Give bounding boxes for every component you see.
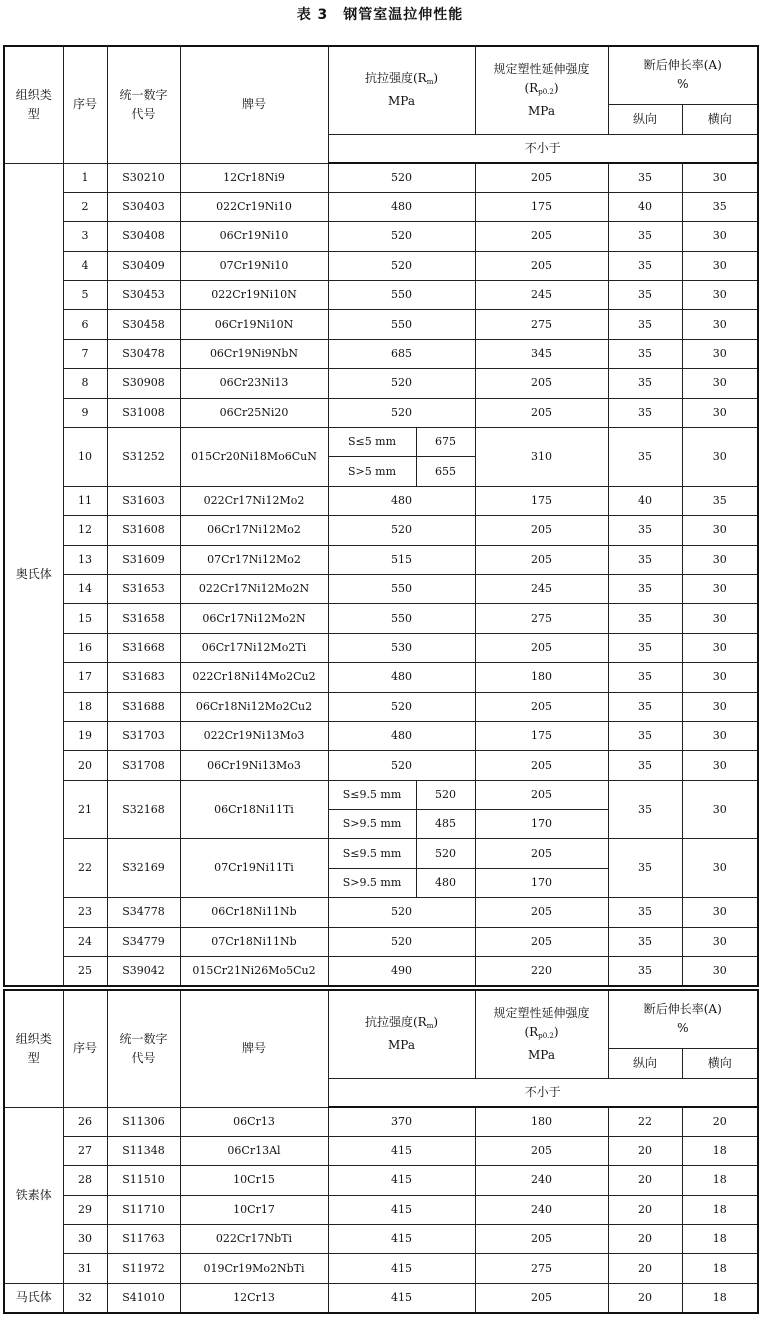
row-yield: 245 — [475, 281, 608, 310]
table-row — [4, 898, 758, 927]
row-tensile: 480 — [328, 192, 475, 221]
row-grade: 06Cr18Ni12Mo2Cu2 — [180, 692, 328, 721]
row-elong-long: 35 — [608, 310, 682, 339]
row-seq: 31 — [63, 1254, 107, 1283]
row-grade: 07Cr19Ni10 — [180, 251, 328, 280]
row-elong-trans: 30 — [682, 222, 758, 251]
row-code: S11972 — [107, 1254, 180, 1283]
header-transverse: 横向 — [682, 1048, 758, 1078]
row-grade: 12Cr18Ni9 — [180, 163, 328, 192]
row-seq: 5 — [63, 281, 107, 310]
row-elong-long: 35 — [608, 545, 682, 574]
row-yield: 205 — [475, 927, 608, 956]
row-elong-long: 35 — [608, 604, 682, 633]
tensile-table-part-2 — [3, 989, 759, 1314]
row-elong-long: 20 — [608, 1283, 682, 1312]
row-code: S30453 — [107, 281, 180, 310]
row-tensile: 480 — [328, 663, 475, 692]
header-tensile-strength: 抗拉强度$(R_m)$ MPa — [328, 46, 475, 134]
row-seq: 20 — [63, 751, 107, 780]
row-seq: 17 — [63, 663, 107, 692]
row-yield: 205 — [475, 780, 608, 809]
row-tensile: 520 — [328, 398, 475, 427]
row-thickness-cond: S>9.5 mm — [328, 868, 416, 897]
row-elong-long: 35 — [608, 574, 682, 603]
table-row — [4, 516, 758, 545]
row-tensile: 480 — [328, 721, 475, 750]
row-code: S11348 — [107, 1136, 180, 1165]
row-seq: 9 — [63, 398, 107, 427]
row-tensile: 675 — [416, 428, 475, 457]
row-elong-trans: 18 — [682, 1254, 758, 1283]
row-elong-long: 40 — [608, 192, 682, 221]
row-yield: 275 — [475, 604, 608, 633]
row-yield: 205 — [475, 751, 608, 780]
row-yield: 275 — [475, 1254, 608, 1283]
row-grade: 022Cr17Ni12Mo2 — [180, 486, 328, 515]
row-code: S11306 — [107, 1107, 180, 1136]
table-row — [4, 310, 758, 339]
row-tensile: 485 — [416, 810, 475, 839]
row-thickness-cond: S≤5 mm — [328, 428, 416, 457]
row-code: S31708 — [107, 751, 180, 780]
row-grade: 06Cr13Al — [180, 1136, 328, 1165]
row-yield: 345 — [475, 339, 608, 368]
row-code: S34779 — [107, 927, 180, 956]
row-tensile: 685 — [328, 339, 475, 368]
row-code: S31658 — [107, 604, 180, 633]
row-yield: 205 — [475, 222, 608, 251]
row-elong-long: 20 — [608, 1195, 682, 1224]
row-seq: 12 — [63, 516, 107, 545]
row-code: S30409 — [107, 251, 180, 280]
row-seq: 8 — [63, 369, 107, 398]
row-tensile: 415 — [328, 1254, 475, 1283]
row-tensile: 520 — [328, 369, 475, 398]
header-not-less-than: 不小于 — [328, 134, 758, 163]
row-seq: 16 — [63, 633, 107, 662]
row-yield: 240 — [475, 1166, 608, 1195]
table-row — [4, 633, 758, 662]
table-row — [4, 281, 758, 310]
row-seq: 3 — [63, 222, 107, 251]
row-seq: 21 — [63, 780, 107, 839]
table-row — [4, 398, 758, 427]
row-tensile: 520 — [416, 839, 475, 868]
group-martensitic: 马氏体 — [4, 1283, 63, 1312]
row-seq: 24 — [63, 927, 107, 956]
table-row — [4, 163, 758, 192]
row-yield: 205 — [475, 898, 608, 927]
header-longitudinal: 纵向 — [608, 104, 682, 134]
table-row — [4, 839, 758, 868]
row-grade: 06Cr18Ni11Ti — [180, 780, 328, 839]
row-code: S31683 — [107, 663, 180, 692]
row-elong-long: 35 — [608, 751, 682, 780]
row-elong-trans: 30 — [682, 663, 758, 692]
row-yield: 275 — [475, 310, 608, 339]
row-elong-long: 20 — [608, 1136, 682, 1165]
row-tensile: 370 — [328, 1107, 475, 1136]
row-elong-trans: 30 — [682, 721, 758, 750]
group-ferritic: 铁素体 — [4, 1107, 63, 1283]
row-elong-trans: 18 — [682, 1225, 758, 1254]
row-elong-trans: 30 — [682, 780, 758, 839]
row-seq: 14 — [63, 574, 107, 603]
row-yield: 245 — [475, 574, 608, 603]
row-elong-long: 35 — [608, 898, 682, 927]
table-row — [4, 663, 758, 692]
row-yield: 175 — [475, 721, 608, 750]
row-grade: 015Cr20Ni18Mo6CuN — [180, 428, 328, 487]
row-yield: 205 — [475, 633, 608, 662]
row-grade: 10Cr17 — [180, 1195, 328, 1224]
tensile-table-part-1 — [3, 45, 759, 987]
row-elong-trans: 30 — [682, 163, 758, 192]
row-elong-trans: 30 — [682, 281, 758, 310]
row-elong-trans: 18 — [682, 1195, 758, 1224]
row-tensile: 530 — [328, 633, 475, 662]
row-grade: 10Cr15 — [180, 1166, 328, 1195]
row-tensile: 480 — [416, 868, 475, 897]
row-grade: 06Cr19Ni13Mo3 — [180, 751, 328, 780]
row-seq: 11 — [63, 486, 107, 515]
row-elong-trans: 30 — [682, 633, 758, 662]
row-seq: 26 — [63, 1107, 107, 1136]
row-tensile: 415 — [328, 1136, 475, 1165]
row-elong-trans: 18 — [682, 1136, 758, 1165]
row-tensile: 415 — [328, 1225, 475, 1254]
row-tensile: 520 — [416, 780, 475, 809]
row-seq: 2 — [63, 192, 107, 221]
row-elong-trans: 30 — [682, 310, 758, 339]
row-tensile: 490 — [328, 957, 475, 986]
table-row — [4, 1225, 758, 1254]
row-seq: 23 — [63, 898, 107, 927]
row-seq: 32 — [63, 1283, 107, 1312]
table-row — [4, 1283, 758, 1312]
row-code: S32168 — [107, 780, 180, 839]
row-elong-trans: 30 — [682, 898, 758, 927]
row-yield: 170 — [475, 810, 608, 839]
row-elong-trans: 30 — [682, 545, 758, 574]
row-tensile: 520 — [328, 222, 475, 251]
table-row — [4, 369, 758, 398]
row-tensile: 415 — [328, 1195, 475, 1224]
row-grade: 07Cr17Ni12Mo2 — [180, 545, 328, 574]
row-yield: 205 — [475, 398, 608, 427]
row-code: S31653 — [107, 574, 180, 603]
row-code: S11763 — [107, 1225, 180, 1254]
row-tensile: 520 — [328, 751, 475, 780]
row-tensile: 550 — [328, 574, 475, 603]
row-grade: 06Cr13 — [180, 1107, 328, 1136]
row-yield: 180 — [475, 1107, 608, 1136]
row-elong-trans: 30 — [682, 692, 758, 721]
row-code: S32169 — [107, 839, 180, 898]
header-grade: 牌号 — [180, 46, 328, 163]
row-grade: 06Cr17Ni12Mo2Ti — [180, 633, 328, 662]
header-elongation: 断后伸长率(A) % — [608, 990, 758, 1048]
row-code: S34778 — [107, 898, 180, 927]
table-row — [4, 1136, 758, 1165]
row-tensile: 520 — [328, 898, 475, 927]
header-longitudinal: 纵向 — [608, 1048, 682, 1078]
row-grade: 022Cr19Ni10N — [180, 281, 328, 310]
row-elong-long: 35 — [608, 163, 682, 192]
table-row — [4, 1166, 758, 1195]
row-elong-trans: 30 — [682, 398, 758, 427]
header-tensile-strength: 抗拉强度$(R_m)$ MPa — [328, 990, 475, 1078]
row-grade: 022Cr19Ni13Mo3 — [180, 721, 328, 750]
row-elong-long: 35 — [608, 398, 682, 427]
table-row — [4, 339, 758, 368]
row-code: S11710 — [107, 1195, 180, 1224]
header-grade: 牌号 — [180, 990, 328, 1107]
row-elong-trans: 30 — [682, 751, 758, 780]
row-seq: 1 — [63, 163, 107, 192]
row-seq: 30 — [63, 1225, 107, 1254]
row-grade: 06Cr17Ni12Mo2 — [180, 516, 328, 545]
row-code: S31688 — [107, 692, 180, 721]
row-grade: 12Cr13 — [180, 1283, 328, 1312]
row-code: S31252 — [107, 428, 180, 487]
row-elong-long: 35 — [608, 633, 682, 662]
row-grade: 07Cr18Ni11Nb — [180, 927, 328, 956]
row-elong-trans: 30 — [682, 957, 758, 986]
row-yield: 205 — [475, 839, 608, 868]
row-yield: 205 — [475, 1225, 608, 1254]
header-structure-type: 组织类型 — [4, 990, 63, 1107]
row-seq: 25 — [63, 957, 107, 986]
row-tensile: 550 — [328, 281, 475, 310]
row-seq: 10 — [63, 428, 107, 487]
row-elong-long: 35 — [608, 927, 682, 956]
row-elong-trans: 30 — [682, 516, 758, 545]
table-row — [4, 1107, 758, 1136]
row-seq: 22 — [63, 839, 107, 898]
row-yield: 240 — [475, 1195, 608, 1224]
row-elong-trans: 18 — [682, 1166, 758, 1195]
row-elong-long: 35 — [608, 222, 682, 251]
row-yield: 205 — [475, 1136, 608, 1165]
header-yield-strength: 规定塑性延伸强度$(R_{p0.2})$ MPa — [475, 990, 608, 1078]
row-seq: 7 — [63, 339, 107, 368]
row-elong-long: 22 — [608, 1107, 682, 1136]
row-yield: 175 — [475, 486, 608, 515]
row-elong-trans: 35 — [682, 486, 758, 515]
table-title: 表 3 钢管室温拉伸性能 — [296, 7, 464, 23]
table-row — [4, 574, 758, 603]
row-tensile: 520 — [328, 692, 475, 721]
row-yield: 205 — [475, 692, 608, 721]
row-grade: 022Cr19Ni10 — [180, 192, 328, 221]
row-elong-trans: 30 — [682, 428, 758, 487]
row-grade: 015Cr21Ni26Mo5Cu2 — [180, 957, 328, 986]
row-tensile: 480 — [328, 486, 475, 515]
row-tensile: 520 — [328, 516, 475, 545]
row-tensile: 550 — [328, 604, 475, 633]
row-elong-long: 35 — [608, 281, 682, 310]
row-grade: 022Cr17Ni12Mo2N — [180, 574, 328, 603]
row-elong-trans: 30 — [682, 927, 758, 956]
row-seq: 18 — [63, 692, 107, 721]
table-row — [4, 192, 758, 221]
row-seq: 19 — [63, 721, 107, 750]
header-seq: 序号 — [63, 990, 107, 1107]
row-seq: 27 — [63, 1136, 107, 1165]
header-code: 统一数字代号 — [107, 990, 180, 1107]
header-seq: 序号 — [63, 46, 107, 163]
row-yield: 205 — [475, 545, 608, 574]
row-tensile: 515 — [328, 545, 475, 574]
row-seq: 13 — [63, 545, 107, 574]
row-elong-long: 20 — [608, 1225, 682, 1254]
row-code: S30478 — [107, 339, 180, 368]
row-code: S39042 — [107, 957, 180, 986]
header-structure-type: 组织类型 — [4, 46, 63, 163]
row-elong-trans: 35 — [682, 192, 758, 221]
row-seq: 4 — [63, 251, 107, 280]
header-elongation: 断后伸长率(A) % — [608, 46, 758, 104]
row-yield: 205 — [475, 163, 608, 192]
row-elong-trans: 30 — [682, 574, 758, 603]
row-elong-long: 35 — [608, 516, 682, 545]
row-code: S31008 — [107, 398, 180, 427]
row-elong-trans: 30 — [682, 604, 758, 633]
row-code: S31668 — [107, 633, 180, 662]
row-elong-long: 35 — [608, 780, 682, 839]
row-code: S11510 — [107, 1166, 180, 1195]
row-tensile: 520 — [328, 163, 475, 192]
table-row — [4, 604, 758, 633]
row-grade: 022Cr17NbTi — [180, 1225, 328, 1254]
row-elong-long: 35 — [608, 721, 682, 750]
row-grade: 06Cr23Ni13 — [180, 369, 328, 398]
row-elong-long: 40 — [608, 486, 682, 515]
row-tensile: 415 — [328, 1166, 475, 1195]
row-seq: 28 — [63, 1166, 107, 1195]
row-yield: 175 — [475, 192, 608, 221]
header-not-less-than: 不小于 — [328, 1078, 758, 1107]
row-elong-long: 35 — [608, 251, 682, 280]
table-row — [4, 780, 758, 809]
table-row — [4, 927, 758, 956]
row-elong-trans: 30 — [682, 339, 758, 368]
row-grade: 07Cr19Ni11Ti — [180, 839, 328, 898]
row-elong-trans: 30 — [682, 251, 758, 280]
row-grade: 06Cr17Ni12Mo2N — [180, 604, 328, 633]
table-row — [4, 957, 758, 986]
row-code: S30908 — [107, 369, 180, 398]
row-seq: 6 — [63, 310, 107, 339]
row-elong-long: 35 — [608, 957, 682, 986]
table-row — [4, 1195, 758, 1224]
row-tensile: 415 — [328, 1283, 475, 1312]
row-code: S30408 — [107, 222, 180, 251]
row-yield: 205 — [475, 251, 608, 280]
row-tensile: 520 — [328, 251, 475, 280]
row-seq: 29 — [63, 1195, 107, 1224]
row-tensile: 520 — [328, 927, 475, 956]
table-row — [4, 751, 758, 780]
row-code: S31609 — [107, 545, 180, 574]
row-yield: 205 — [475, 516, 608, 545]
row-grade: 06Cr25Ni20 — [180, 398, 328, 427]
row-code: S30458 — [107, 310, 180, 339]
row-code: S30403 — [107, 192, 180, 221]
row-code: S30210 — [107, 163, 180, 192]
row-elong-long: 20 — [608, 1166, 682, 1195]
table-row — [4, 486, 758, 515]
row-grade: 06Cr18Ni11Nb — [180, 898, 328, 927]
row-yield: 180 — [475, 663, 608, 692]
row-elong-long: 35 — [608, 369, 682, 398]
row-seq: 15 — [63, 604, 107, 633]
row-thickness-cond: S≤9.5 mm — [328, 780, 416, 809]
row-elong-trans: 30 — [682, 839, 758, 898]
row-yield: 205 — [475, 369, 608, 398]
table-row — [4, 721, 758, 750]
group-austenitic: 奥氏体 — [4, 163, 63, 986]
row-elong-long: 20 — [608, 1254, 682, 1283]
row-elong-trans: 18 — [682, 1283, 758, 1312]
row-elong-long: 35 — [608, 839, 682, 898]
table-row — [4, 692, 758, 721]
row-elong-trans: 30 — [682, 369, 758, 398]
table-row — [4, 251, 758, 280]
row-grade: 06Cr19Ni9NbN — [180, 339, 328, 368]
table-row — [4, 428, 758, 457]
row-elong-trans: 20 — [682, 1107, 758, 1136]
row-elong-long: 35 — [608, 339, 682, 368]
row-code: S31603 — [107, 486, 180, 515]
row-code: S31703 — [107, 721, 180, 750]
row-tensile: 550 — [328, 310, 475, 339]
header-yield-strength: 规定塑性延伸强度$(R_{p0.2})$ MPa — [475, 46, 608, 134]
header-code: 统一数字代号 — [107, 46, 180, 163]
table-row — [4, 222, 758, 251]
row-grade: 019Cr19Mo2NbTi — [180, 1254, 328, 1283]
row-elong-long: 35 — [608, 663, 682, 692]
row-code: S41010 — [107, 1283, 180, 1312]
table-row — [4, 1254, 758, 1283]
row-yield: 310 — [475, 428, 608, 487]
row-thickness-cond: S≤9.5 mm — [328, 839, 416, 868]
row-yield: 205 — [475, 1283, 608, 1312]
row-grade: 022Cr18Ni14Mo2Cu2 — [180, 663, 328, 692]
row-tensile: 655 — [416, 457, 475, 486]
header-transverse: 横向 — [682, 104, 758, 134]
row-code: S31608 — [107, 516, 180, 545]
table-row — [4, 545, 758, 574]
row-thickness-cond: S>9.5 mm — [328, 810, 416, 839]
row-grade: 06Cr19Ni10 — [180, 222, 328, 251]
row-grade: 06Cr19Ni10N — [180, 310, 328, 339]
row-elong-long: 35 — [608, 428, 682, 487]
row-elong-long: 35 — [608, 692, 682, 721]
row-yield: 170 — [475, 868, 608, 897]
row-yield: 220 — [475, 957, 608, 986]
row-thickness-cond: S>5 mm — [328, 457, 416, 486]
